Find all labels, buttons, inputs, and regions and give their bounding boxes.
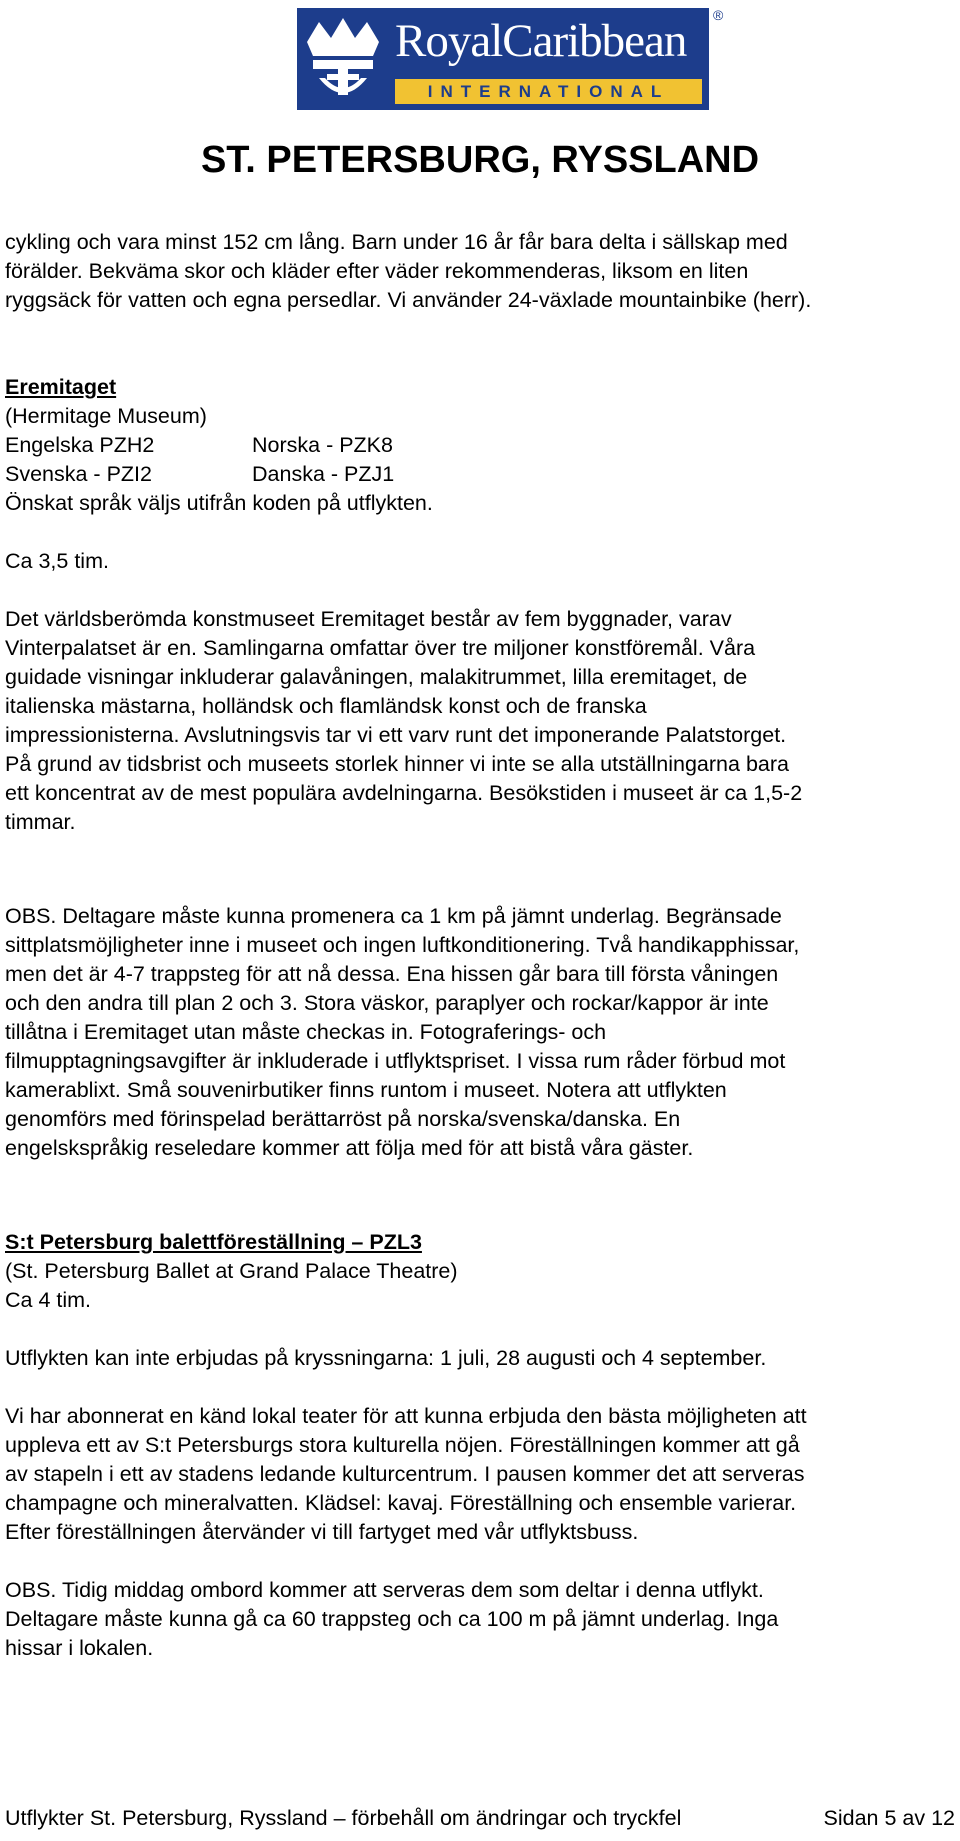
code-swedish: Svenska - PZI2: [5, 462, 152, 486]
code-english: Engelska PZH2: [5, 433, 155, 457]
text-line: och den andra till plan 2 och 3. Stora väskor, paraplyer och rockar/kappor är inte: [5, 991, 769, 1015]
ballet-availability: Utflykten kan inte erbjudas på kryssningarna: 1 juli, 28 augusti och 4 september.: [5, 1346, 767, 1370]
text-line: timmar.: [5, 810, 76, 834]
text-line: hissar i lokalen.: [5, 1636, 154, 1660]
text-line: OBS. Deltagare måste kunna promenera ca 1 km på jämnt underlag. Begränsade: [5, 904, 782, 928]
logo-brand-text: RoyalCaribbean: [395, 15, 687, 67]
text-line: men det är 4-7 trappsteg för att nå dessa. Ena hissen går bara till första våningen: [5, 962, 779, 986]
crown-anchor-icon: [297, 8, 389, 110]
ballet-duration: Ca 4 tim.: [5, 1288, 92, 1312]
text-line: engelskspråkig reseledare kommer att följa med för att bistå våra gäster.: [5, 1136, 694, 1160]
text-line: guidade visningar inkluderar galavåningen, malakitrummet, lilla eremitaget, de: [5, 665, 748, 689]
royal-caribbean-logo: [297, 8, 731, 110]
text-line: impressionisterna. Avslutningsvis tar vi ett varv runt det imponerande Palatstorget.: [5, 723, 787, 747]
ballet-description: [5, 1402, 955, 1547]
footer-disclaimer: Utflykter St. Petersburg, Ryssland – förbehåll om ändringar och tryckfel: [5, 1806, 682, 1830]
text-line: Efter föreställningen återvänder vi till fartyget med vår utflyktsbuss.: [5, 1520, 639, 1544]
hermitage-heading: Eremitaget: [5, 375, 117, 399]
logo-band-text: INTERNATIONAL: [395, 79, 702, 104]
text-line: På grund av tidsbrist och museets storlek hinner vi inte se alla utställningarna bara: [5, 752, 789, 776]
page-number: Sidan 5 av 12: [823, 1806, 955, 1830]
hermitage-subtitle: (Hermitage Museum): [5, 404, 207, 428]
text-line: av stapeln i ett av stadens ledande kulturcentrum. I pausen kommer det att serveras: [5, 1462, 805, 1486]
text-line: Deltagare måste kunna gå ca 60 trappsteg och ca 100 m på jämnt underlag. Inga: [5, 1607, 779, 1631]
hermitage-duration: Ca 3,5 tim.: [5, 549, 109, 573]
text-line: kamerablixt. Små souvenirbutiker finns runtom i museet. Notera att utflykten: [5, 1078, 727, 1102]
page-footer: [5, 1804, 955, 1833]
ballet-subtitle: (St. Petersburg Ballet at Grand Palace Theatre): [5, 1259, 458, 1283]
registered-mark: ®: [713, 7, 724, 23]
ballet-section: [5, 1228, 955, 1663]
text-line: italienska mästarna, holländsk och flamländsk konst och de franska: [5, 694, 647, 718]
text-line: Vinterpalatset är en. Samlingarna omfattar över tre miljoner konstföremål. Våra: [5, 636, 756, 660]
text-line: Vi har abonnerat en känd lokal teater för att kunna erbjuda den bästa möjligheten att: [5, 1404, 807, 1428]
ballet-heading: S:t Petersburg balettföreställning – PZL3: [5, 1230, 422, 1254]
hermitage-section: [5, 373, 955, 1163]
text-line: OBS. Tidig middag ombord kommer att serveras dem som deltar i denna utflykt.: [5, 1578, 764, 1602]
text-line: Det världsberömda konstmuseet Eremitaget består av fem byggnader, varav: [5, 607, 732, 631]
code-danish: Danska - PZJ1: [252, 462, 395, 486]
code-note: Önskat språk väljs utifrån koden på utflykten.: [5, 491, 433, 515]
ballet-obs: [5, 1576, 955, 1663]
text-line: sittplatsmöjligheter inne i museet och ingen luftkonditionering. Två handikapphissar,: [5, 933, 800, 957]
intro-paragraph: [5, 228, 955, 315]
text-line: cykling och vara minst 152 cm lång. Barn under 16 år får bara delta i sällskap med: [5, 230, 788, 254]
text-line: uppleva ett av S:t Petersburgs stora kulturella nöjen. Föreställningen kommer att gå: [5, 1433, 800, 1457]
code-row: [5, 460, 955, 489]
text-line: förälder. Bekväma skor och kläder efter väder rekommenderas, liksom en liten: [5, 259, 749, 283]
page-title: ST. PETERSBURG, RYSSLAND: [200, 139, 760, 181]
text-line: tillåtna i Eremitaget utan måste checkas in. Fotograferings- och: [5, 1020, 607, 1044]
code-norwegian: Norska - PZK8: [252, 433, 393, 457]
logo-background: [297, 8, 709, 110]
text-line: filmupptagningsavgifter är inkluderade i utflyktspriset. I vissa rum råder förbud mot: [5, 1049, 786, 1073]
hermitage-description: [5, 605, 955, 837]
text-line: champagne och mineralvatten. Klädsel: kavaj. Föreställning och ensemble varierar.: [5, 1491, 797, 1515]
text-line: genomförs med förinspelad berättarröst på norska/svenska/danska. En: [5, 1107, 681, 1131]
document-body: [5, 228, 955, 1663]
hermitage-obs: [5, 902, 955, 1163]
code-row: [5, 431, 955, 460]
text-line: ett koncentrat av de mest populära avdelningarna. Besökstiden i museet är ca 1,5-2: [5, 781, 803, 805]
text-line: ryggsäck för vatten och egna persedlar. Vi använder 24-växlade mountainbike (herr).: [5, 288, 812, 312]
